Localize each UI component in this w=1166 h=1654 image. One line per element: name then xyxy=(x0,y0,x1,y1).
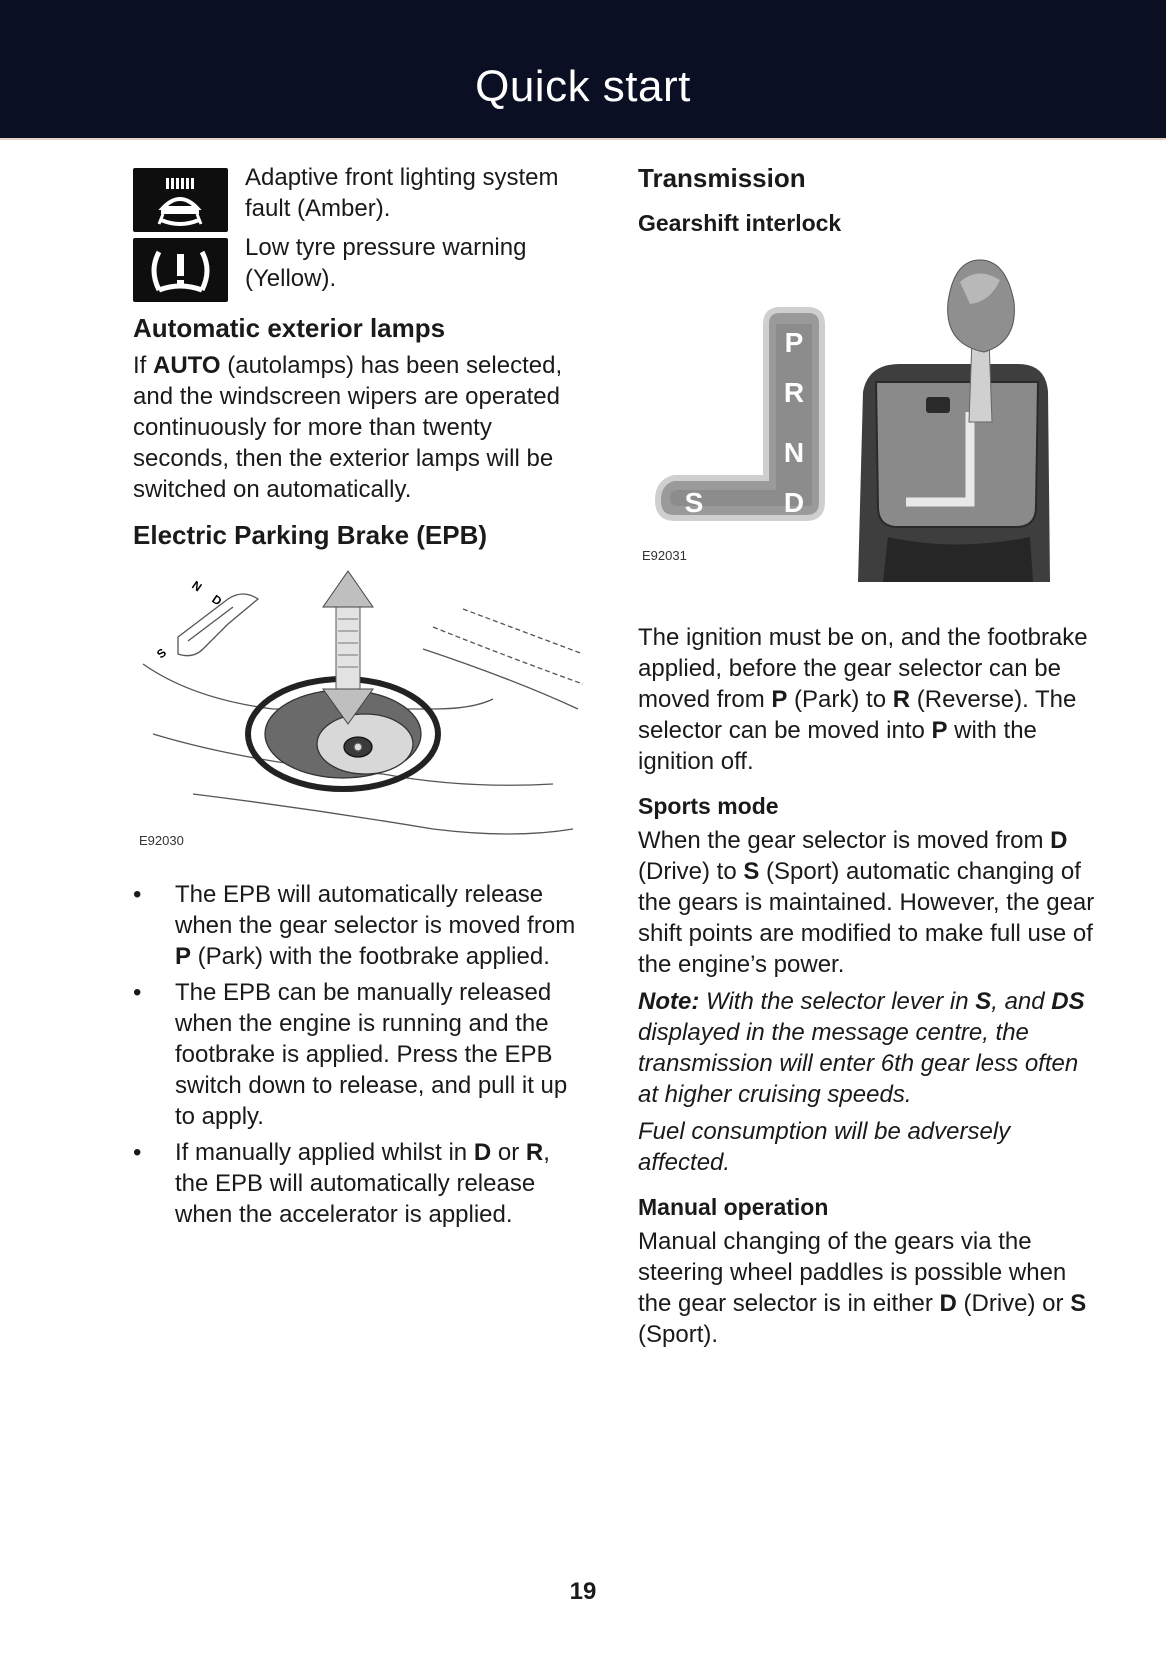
text-run: The ignition must be on, and the footbrake applied, before the gear selector can be moved from xyxy=(638,624,1088,713)
text-bold: D xyxy=(939,1290,957,1317)
adaptive-front-lighting-icon xyxy=(133,168,228,232)
gate-letter: P xyxy=(784,327,804,358)
text-bold: R xyxy=(892,686,911,713)
list-item xyxy=(133,977,588,1132)
subsection-heading: Gearshift interlock xyxy=(638,210,842,236)
text-bold: D xyxy=(473,1139,492,1166)
text-run: , the EPB will automatically release when the accelerator is applied. xyxy=(175,1139,550,1228)
gear-letter: D xyxy=(209,591,225,609)
text-bold: P xyxy=(771,686,788,713)
text-bold: DS xyxy=(1051,988,1085,1015)
interlock-paragraph xyxy=(638,622,1098,777)
text-bold: P xyxy=(175,943,192,970)
subsection-heading: Sports mode xyxy=(638,793,779,819)
gear-letter: N xyxy=(189,577,205,595)
text-run: (Park) with the footbrake applied. xyxy=(191,943,550,970)
text-run: (Reverse). The selector can be moved into xyxy=(638,686,1077,744)
text-run: The EPB can be manually released when the engine is running and the footbrake is applied. Press the EPB switch down to release, and pull it up to apply. xyxy=(175,979,568,1130)
page-header xyxy=(0,0,1166,140)
text-run: or xyxy=(491,1139,526,1166)
sports-mode-paragraph xyxy=(638,825,1098,980)
gate-letter: D xyxy=(783,487,805,518)
manual-operation-paragraph xyxy=(638,1226,1098,1350)
figure-label: E92030 xyxy=(139,833,184,848)
text-run: The EPB will automatically release when the gear selector is moved from xyxy=(175,881,576,939)
text-run: Manual changing of the gears via the steering wheel paddles is possible when the gear selector is in either xyxy=(638,1228,1067,1317)
text-run: (Sport). xyxy=(638,1321,719,1348)
text-bold: S xyxy=(1070,1290,1087,1317)
text-bold: R xyxy=(525,1139,544,1166)
gate-letter: S xyxy=(684,487,704,518)
tyre-pressure-icon xyxy=(133,238,228,302)
list-item xyxy=(133,879,588,972)
text-run: When the gear selector is moved from xyxy=(638,827,1051,854)
text-bold: P xyxy=(931,717,948,744)
auto-lamps-paragraph xyxy=(133,350,588,505)
text-run: displayed in the message centre, the transmission will enter 6th gear less often at higher cruising speeds. xyxy=(638,1019,1079,1108)
warning-item xyxy=(133,162,588,228)
text-bold: AUTO xyxy=(153,352,221,379)
subsection-heading: Manual operation xyxy=(638,1194,829,1220)
note-label: Note: xyxy=(638,988,700,1015)
text-bold: D xyxy=(1050,827,1068,854)
section-heading: Electric Parking Brake (EPB) xyxy=(133,520,488,550)
warning-text: Low tyre pressure warning (Yellow). xyxy=(245,234,527,292)
figure-label: E92031 xyxy=(642,548,687,563)
epb-illustration xyxy=(133,559,588,859)
note-paragraph: Fuel consumption will be adversely affected. xyxy=(638,1118,1011,1176)
gate-letter: N xyxy=(783,437,805,468)
text-bold: S xyxy=(975,988,992,1015)
warning-text: Adaptive front lighting system fault (Amber). xyxy=(245,164,559,222)
text-run: (Sport) automatic changing of the gears is maintained. However, the gear shift points are modified to make full use of the engine’s power. xyxy=(638,858,1095,978)
note-paragraph xyxy=(638,986,1098,1110)
list-item xyxy=(133,1137,588,1230)
text-run: (Park) to xyxy=(787,686,893,713)
text-run: (Drive) to xyxy=(638,858,744,885)
epb-figure xyxy=(133,559,588,859)
section-heading: Transmission xyxy=(638,163,806,193)
warning-item xyxy=(133,232,588,298)
epb-bullet-list xyxy=(133,879,588,1230)
text-run: (Drive) or xyxy=(956,1290,1071,1317)
text-run: If xyxy=(133,352,154,379)
text-run: , and xyxy=(991,988,1052,1015)
gearshift-figure xyxy=(638,252,1098,602)
right-column xyxy=(638,162,1098,1350)
gear-letter: S xyxy=(153,645,170,662)
page-number: 19 xyxy=(569,1578,597,1605)
gate-letter: R xyxy=(783,377,805,408)
text-run: (autolamps) has been selected, and the windscreen wipers are operated continuously for more than twenty seconds, then the exterior lamps will be switched on automatically. xyxy=(133,352,563,503)
section-heading: Automatic exterior lamps xyxy=(133,313,446,343)
left-column xyxy=(133,162,588,1235)
text-run: If manually applied whilst in xyxy=(175,1139,474,1166)
text-run: With the selector lever in xyxy=(699,988,976,1015)
text-run: with the ignition off. xyxy=(638,717,1037,775)
page-title: Quick start xyxy=(475,62,691,111)
text-bold: S xyxy=(743,858,760,885)
gearshift-illustration xyxy=(638,252,1098,602)
